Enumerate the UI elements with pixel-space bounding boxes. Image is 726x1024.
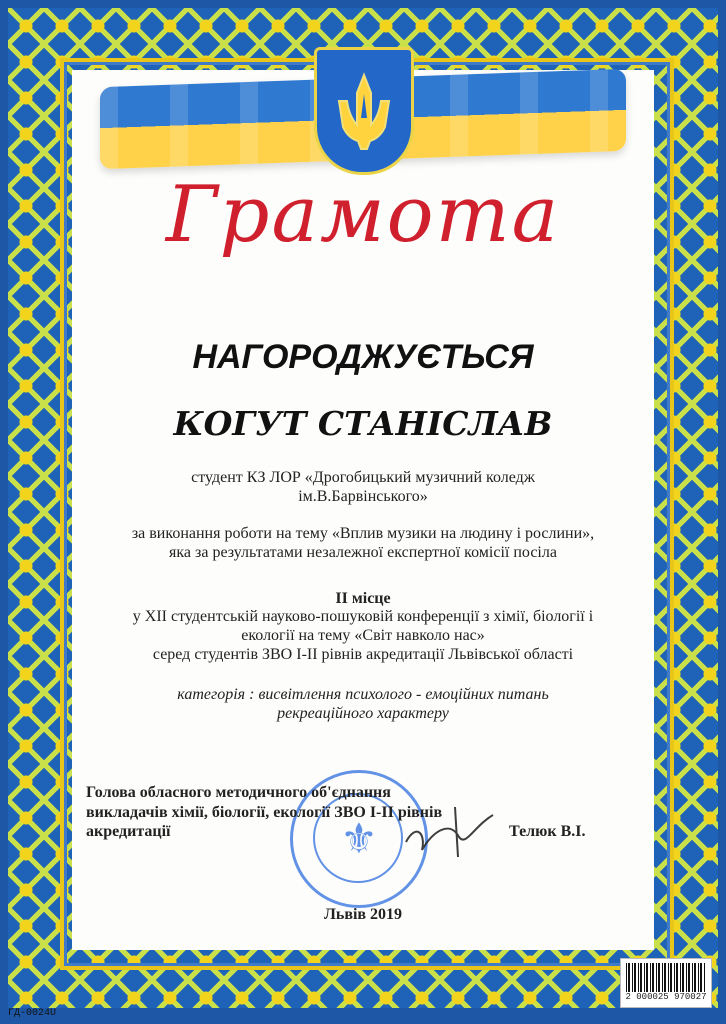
city-year: Львів 2019 <box>323 906 403 923</box>
place-awarded: ІІ місце <box>335 590 391 607</box>
certificate-title: Грамота <box>165 170 561 260</box>
signature-name: Телюк В.І. <box>509 823 586 840</box>
work-topic: за виконання роботи на тему «Вплив музики на людину і рослини», яка за результатами незалежної експертної комісії посіла <box>131 525 595 561</box>
conference-description: у ХІІ студентській науково-пошуковій конференції з хімії, біології і екології на тему «Світ навколо нас» <box>132 608 594 644</box>
participant-group: серед студентів ЗВО І-ІІ рівнів акредитації Львівської області <box>152 646 574 663</box>
trident-svg <box>333 69 395 153</box>
signature-position: Голова обласного методичного об'єднання викладачів хімії, біології, екології ЗВО І-ІІ рівнів акредитації <box>86 784 443 841</box>
barcode-number: 2 000025 970027 <box>625 992 707 1002</box>
recipient-description: студент КЗ ЛОР «Дрогобицький музичний коледж ім.В.Барвінського» <box>191 469 535 505</box>
ukrainian-trident-icon <box>314 47 414 175</box>
award-heading: НАГОРОДЖУЄТЬСЯ <box>192 338 534 376</box>
barcode-bars <box>626 963 706 992</box>
category-description: категорія : висвітлення психолого - емоційних питань рекреаційного характеру <box>177 686 549 722</box>
form-code: ГД-0024U <box>8 1008 57 1019</box>
recipient-name: КОГУТ СТАНІСЛАВ <box>173 404 553 443</box>
barcode-icon <box>620 958 712 1008</box>
seal-trident-icon: ⚜ <box>340 814 378 863</box>
